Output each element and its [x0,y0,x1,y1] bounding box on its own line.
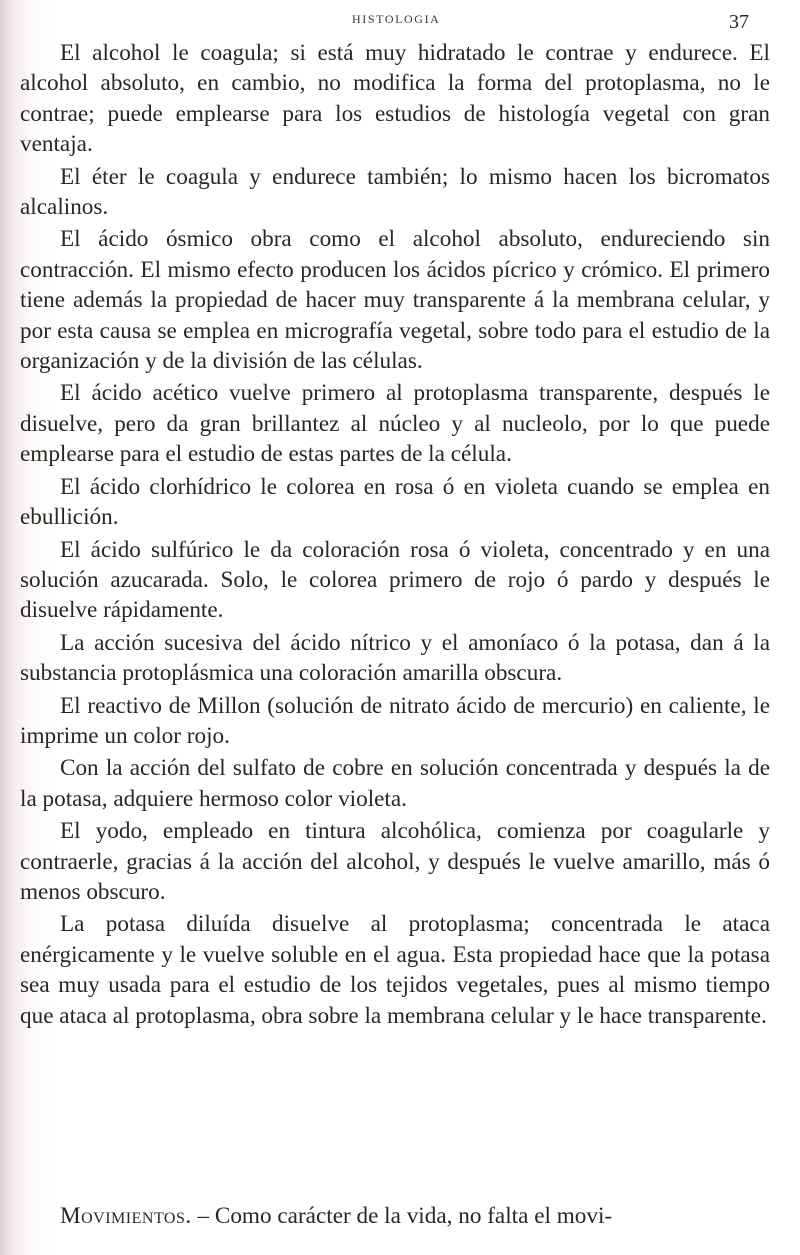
paragraph-acido-nitrico: La acción sucesiva del ácido nítrico y el amoníaco ó la potasa, dan á la substancia protoplásmica una coloración amarilla obscura. [20,629,770,687]
section-movimientos [20,1201,770,1231]
paragraph-eter: El éter le coagula y endurece también; lo mismo hacen los bicromatos alcalinos. [20,163,770,221]
paragraph-acido-sulfurico: El ácido sulfúrico le da coloración rosa ó violeta, concentrado y en una solución azucarada. Solo, le colorea primero de rojo ó pardo y después le disuelve rápidamente. [20,536,770,624]
paragraph-acido-acetico: El ácido acético vuelve primero al protoplasma transparente, después le disuelve, pero da gran brillantez al núcleo y al nucleolo, por lo que puede emplearse para el estudio de estas partes de la célula. [20,380,770,468]
running-head [0,12,800,32]
paragraph-yodo: El yodo, empleado en tintura alcohólica, comienza por coagularle y contraerle, gracias á la acción del alcohol, y después le vuelve amarillo, más ó menos obscuro. [20,818,770,905]
running-title: HISTOLOGIA [352,12,441,26]
paragraph-alcohol: El alcohol le coagula; si está muy hidratado le contrae y endurece. El alcohol absoluto, en cambio, no modifica la forma del protoplasma, no le contrae; puede emplearse para los estudios de histología vegetal con gran ventaja. [20,40,770,158]
body-text [20,38,770,1033]
paragraph-acido-clorhidrico: El ácido clorhídrico le colorea en rosa ó en violeta cuando se emplea en ebullición. [20,473,770,531]
paragraph-sulfato-cobre: Con la acción del sulfato de cobre en solución concentrada y después la de la potasa, adquiere hermoso color violeta. [20,755,770,812]
paragraph-potasa: La potasa diluída disuelve al protoplasma; concentrada le ataca enérgicamente y le vuelve soluble en el agua. Esta propiedad hace que la potasa sea muy usada para el estudio de los tejidos vegetales, pues al mismo tiempo que ataca al protoplasma, obra sobre la membrana celular y le hace transparente. [20,911,770,1029]
paragraph-acido-osmico: El ácido ósmico obra como el alcohol absoluto, endureciendo sin contracción. El mismo efecto producen los ácidos pícrico y crómico. El primero tiene además la propiedad de hacer muy transparente á la membrana celular, y por esta causa se emplea en micrografía vegetal, sobre todo para el estudio de la organización y de la división de las células. [20,226,770,375]
paragraph-reactivo-millon: El reactivo de Millon (solución de nitrato ácido de mercurio) en caliente, le imprime un color rojo. [20,692,770,749]
page-number: 37 [729,11,749,33]
section-text: – Como carácter de la vida, no falta el movi- [191,1203,613,1229]
section-heading: Movimientos. [60,1203,192,1229]
